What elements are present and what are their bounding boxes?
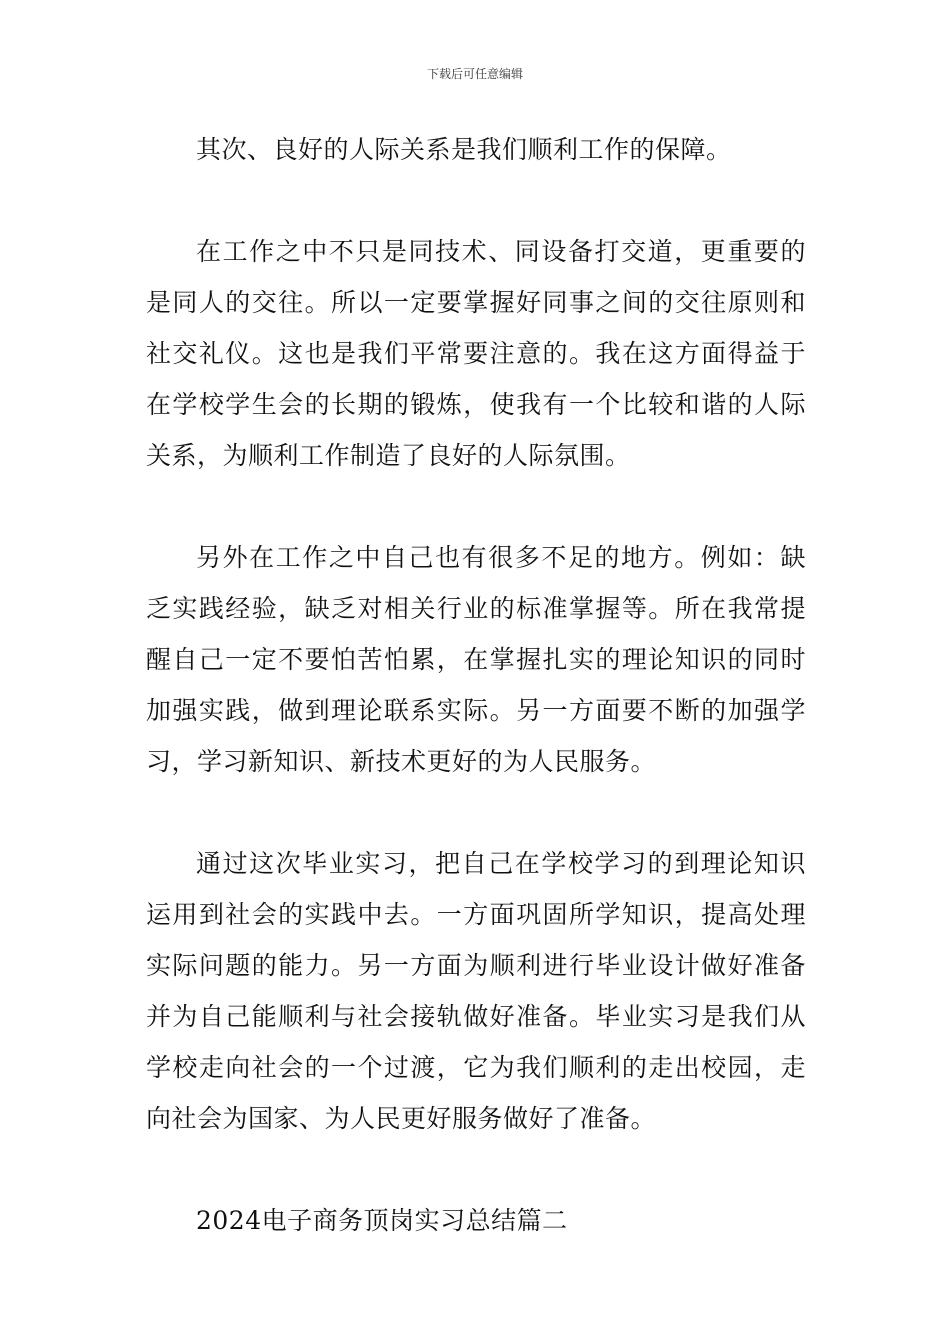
paragraph-shortcomings: 另外在工作之中自己也有很多不足的地方。例如：缺乏实践经验，缺乏对相关行业的标准掌握等。所在我常提醒自己一定不要怕苦怕累，在掌握扎实的理论知识的同时加强实践，做到理论联系实际。另一方面要不断的加强学习，学习新知识、新技术更好的为人民服务。: [146, 543, 806, 776]
paragraph-communication: 在工作之中不只是同技术、同设备打交道，更重要的是同人的交往。所以一定要掌握好同事之间的交往原则和社交礼仪。这也是我们平常要注意的。我在这方面得益于在学校学生会的长期的锻炼，使我有一个比较和谐的人际关系，为顺利工作制造了良好的人际氛围。: [146, 237, 806, 470]
paragraph-interpersonal: 其次、良好的人际关系是我们顺利工作的保障。: [196, 135, 732, 164]
paragraph-internship-summary: 通过这次毕业实习，把自己在学校学习的到理论知识运用到社会的实践中去。一方面巩固所学知识，提高处理实际问题的能力。另一方面为顺利进行毕业设计做好准备并为自己能顺利与社会接轨做好准备。毕业实习是我们从学校走向社会的一个过渡，它为我们顺利的走出校园，走向社会为国家、为人民更好服务做好了准备。: [146, 849, 806, 1133]
document-body: [146, 124, 806, 1246]
section-title-part-two: 2024电子商务顶岗实习总结篇二: [196, 1206, 568, 1235]
page-header-note: 下载后可任意编辑: [426, 67, 523, 81]
